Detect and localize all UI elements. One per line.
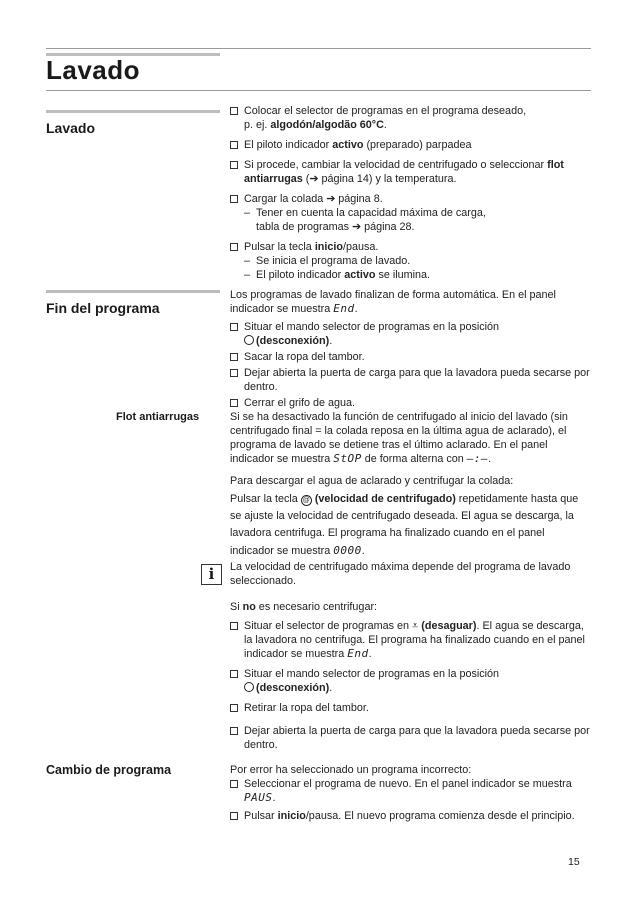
list-item	[230, 724, 590, 752]
checkbox-icon	[230, 353, 238, 361]
list-item	[230, 396, 590, 410]
checkbox-icon	[230, 399, 238, 407]
sub-text: Tener en cuenta la capacidad máxima de carga,	[256, 207, 486, 219]
step-text: Colocar el selector de programas en el programa deseado,	[244, 105, 527, 117]
step-text: .	[329, 335, 333, 347]
step-text: .	[383, 119, 387, 131]
step-bold: inicio	[314, 241, 344, 253]
checkbox-icon	[230, 161, 238, 169]
checkbox-icon	[230, 780, 238, 788]
list-item	[230, 240, 590, 282]
checkbox-icon	[230, 670, 238, 678]
page-number: 15	[568, 856, 580, 868]
checkbox-icon	[230, 727, 238, 735]
list-item	[230, 366, 590, 394]
checkbox-icon	[230, 812, 238, 820]
flot-p1	[230, 410, 590, 466]
step-text: Dejar abierta la puerta de carga para que la lavadora pueda secarse por dentro.	[244, 367, 590, 393]
display-readout: —:—	[466, 452, 489, 465]
step-text: Seleccionar el programa de nuevo. En el panel indicador se muestra	[244, 778, 572, 790]
checkbox-icon	[230, 323, 238, 331]
flot-content	[230, 410, 590, 566]
step-text: p. ej.	[244, 119, 271, 131]
para-text: Si	[230, 601, 243, 613]
fin-intro	[230, 288, 590, 316]
step-text: Situar el selector de programas en	[244, 620, 413, 632]
top-rule	[46, 48, 591, 49]
section-label-lavado: Lavado	[46, 120, 96, 136]
step-text: /pausa.	[343, 241, 379, 253]
step-text: Si procede, cambiar la velocidad de centrifugado o seleccionar	[244, 159, 548, 171]
step-bold: (desconexión)	[256, 335, 330, 347]
list-item	[230, 777, 590, 805]
step-text: Dejar abierta la puerta de carga para que la lavadora pueda secarse por dentro.	[244, 725, 590, 751]
step-text: . El agua se descarga, la lavadora no centrifuga. El programa ha finalizado cuando en el panel indicador se muestra	[244, 620, 585, 660]
cambio-intro: Por error ha seleccionado un programa incorrecto:	[230, 764, 472, 776]
checkbox-icon	[230, 195, 238, 203]
step-text: Pulsar	[244, 810, 278, 822]
section-label-cambio: Cambio de programa	[46, 763, 172, 777]
para-text: repetidamente hasta que se ajuste la velocidad de centrifugado deseada. El agua se descarga, la lavadora centrifuga. El programa ha finalizado cuando en el panel indicador se muestra	[230, 493, 579, 557]
intro-text: .	[354, 303, 358, 315]
display-readout: End	[347, 647, 369, 660]
checkbox-icon	[230, 107, 238, 115]
fin-content	[230, 288, 590, 410]
title-rule-bottom	[46, 90, 591, 91]
step-text: Cerrar el grifo de agua.	[244, 397, 356, 409]
display-readout: 0000	[333, 544, 362, 557]
step-bold: activo	[332, 139, 364, 151]
list-item	[230, 809, 590, 823]
section-rule-lavado	[46, 110, 220, 113]
display-readout: PAUS	[244, 791, 273, 804]
list-item	[230, 667, 590, 695]
checkbox-icon	[230, 141, 238, 149]
spin-speed-icon: @	[302, 497, 310, 504]
info-note: La velocidad de centrifugado máxima depende del programa de lavado seleccionado.	[230, 561, 571, 587]
step-text: El piloto indicador	[244, 139, 333, 151]
step-text: /pausa. El nuevo programa comienza desde el principio.	[305, 810, 575, 822]
checkbox-icon	[230, 704, 238, 712]
display-readout: End	[333, 302, 355, 315]
step-text: Cargar la colada ➔ página 8.	[244, 193, 383, 205]
page-title: Lavado	[46, 55, 141, 85]
para-text: Pulsar la tecla	[230, 493, 301, 505]
list-item	[230, 138, 590, 152]
para-bold: (velocidad de centrifugado)	[314, 493, 456, 505]
sub-item: – Tener en cuenta la capacidad máxima de carga, tabla de programas ➔ página 28.	[244, 207, 486, 233]
list-item	[230, 104, 590, 132]
display-readout: StOP	[333, 452, 362, 465]
list-item	[230, 158, 590, 186]
list-item	[230, 192, 590, 234]
list-item	[230, 320, 590, 348]
step-text: Retirar la ropa del tambor.	[244, 702, 369, 714]
step-text: .	[368, 648, 372, 660]
para-text: de forma alterna con	[361, 453, 467, 465]
para-bold: no	[242, 601, 256, 613]
flot-p4	[230, 600, 590, 614]
info-icon: i	[201, 564, 222, 585]
lavado-content	[230, 104, 590, 288]
sub-bold: activo	[344, 269, 376, 281]
section-rule-fin	[46, 290, 220, 293]
step-bold: (desaguar)	[421, 620, 477, 632]
step-bold: (desconexión)	[256, 682, 330, 694]
cambio-content	[230, 763, 590, 823]
list-item	[230, 701, 590, 715]
step-text: Sacar la ropa del tambor.	[244, 351, 365, 363]
para-text: es necesario centrifugar:	[255, 601, 378, 613]
step-text: Situar el mando selector de programas en la posición	[244, 668, 500, 680]
flot-p2: Para descargar el agua de aclarado y centrifugar la colada:	[230, 475, 514, 487]
step-text: (preparado) parpadea	[363, 139, 472, 151]
sub-text: El piloto indicador	[256, 269, 345, 281]
para-text: .	[361, 545, 365, 557]
step-text: .	[329, 682, 333, 694]
step-text: Situar el mando selector de programas en la posición	[244, 321, 500, 333]
power-off-icon	[244, 682, 254, 692]
checkbox-icon	[230, 369, 238, 377]
step-bold: algodón/algodão 60°C	[270, 119, 384, 131]
power-off-icon	[244, 335, 254, 345]
step-bold: inicio	[277, 810, 306, 822]
sub-text: se ilumina.	[375, 269, 431, 281]
section-label-flot: Flot antiarrugas	[116, 411, 200, 423]
sub-item: – Se inicia el programa de lavado.	[244, 255, 411, 267]
section-label-fin: Fin del programa	[46, 300, 160, 316]
list-item	[230, 619, 590, 661]
checkbox-icon	[230, 622, 238, 630]
para-text: .	[488, 453, 492, 465]
step-bold: flot antiarrugas	[244, 159, 564, 185]
step-text: Pulsar la tecla	[244, 241, 315, 253]
sub-text: Se inicia el programa de lavado.	[256, 255, 411, 267]
checkbox-icon	[230, 243, 238, 251]
para-text: Si se ha desactivado la función de centrifugado al inicio del lavado (sin centrifugado final = la colada reposa en la última agua de aclarado), el programa de lavado se detiene tras el último aclarado. En el panel indicador se muestra	[230, 411, 568, 465]
flot-p3	[230, 491, 590, 560]
drain-icon: ⩡	[412, 620, 419, 632]
list-item	[230, 350, 590, 364]
step-text: (➔ página 14) y la temperatura.	[302, 173, 457, 185]
flot-continued	[230, 560, 590, 758]
intro-text: Los programas de lavado finalizan de forma automática. En el panel indicador se muestra	[230, 289, 556, 315]
step-text: .	[272, 792, 276, 804]
sub-item: – El piloto indicador activo se ilumina.	[244, 269, 431, 281]
sub-text: tabla de programas ➔ página 28.	[256, 221, 415, 233]
